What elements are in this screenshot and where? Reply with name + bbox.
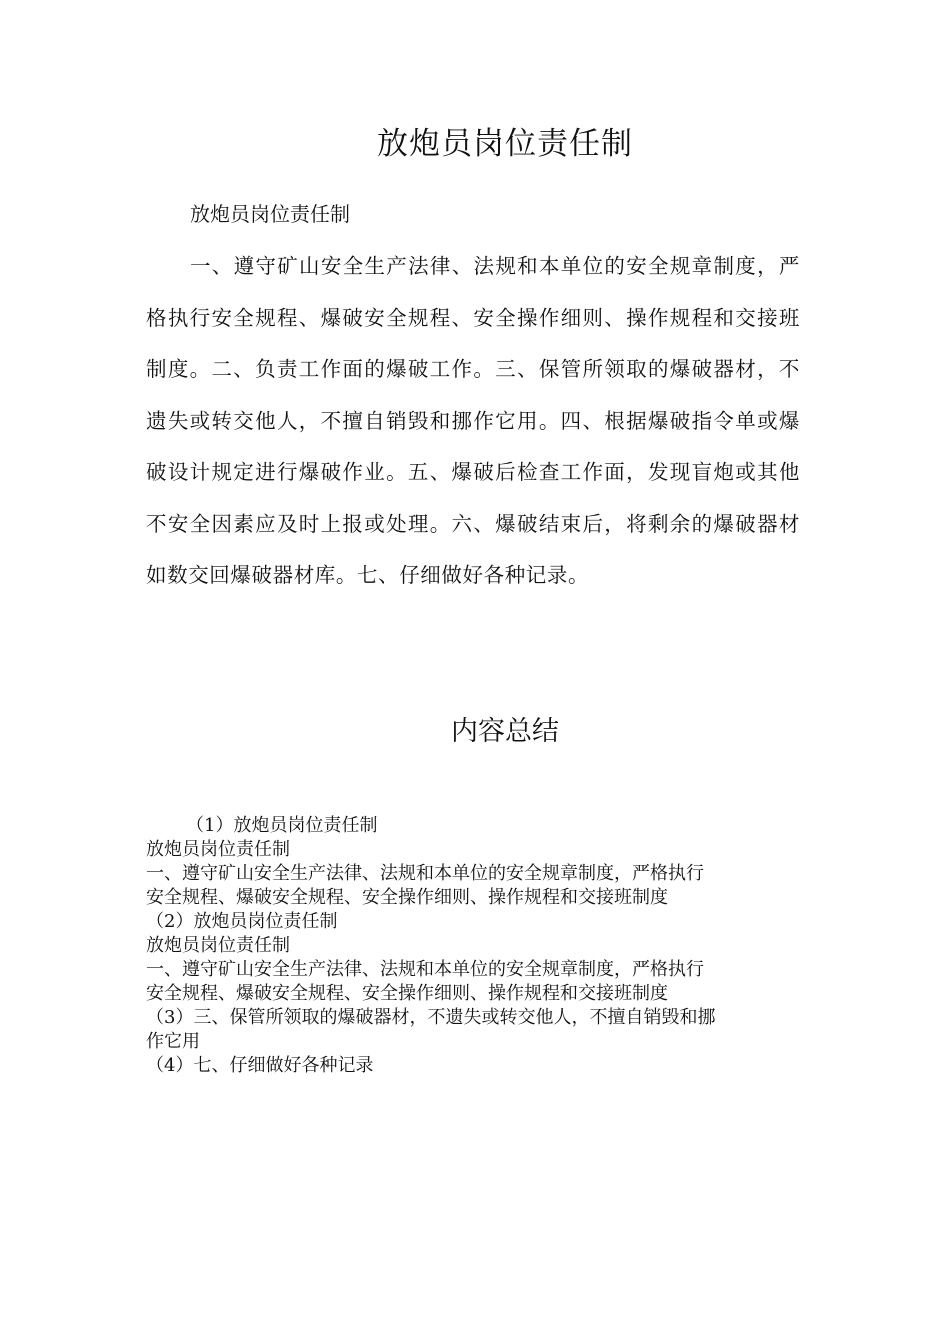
document-body-paragraph: 一、遵守矿山安全生产法律、法规和本单位的安全规章制度，严格执行安全规程、爆破安全规程、安全操作细则、操作规程和交接班制度。二、负责工作面的爆破工作。三、保管所领取的爆破器材，不遗失或转交他人，不擅自销毁和挪作它用。四、根据爆破指令单或爆破设计规定进行爆破作业。五、爆破后检查工作面，发现盲炮或其他不安全因素应及时上报或处理。六、爆破结束后，将剩余的爆破器材如数交回爆破器材库。七、仔细做好各种记录。 [146, 254, 800, 587]
summary-line: 安全规程、爆破安全规程、安全操作细则、操作规程和交接班制度 [146, 983, 668, 1004]
summary-line: 一、遵守矿山安全生产法律、法规和本单位的安全规章制度，严格执行 [146, 959, 704, 980]
summary-line: 一、遵守矿山安全生产法律、法规和本单位的安全规章制度，严格执行 [146, 863, 704, 884]
summary-title: 内容总结 [451, 716, 559, 747]
summary-line: 放炮员岗位责任制 [146, 839, 290, 860]
summary-list [146, 814, 806, 1078]
summary-line: 放炮员岗位责任制 [146, 935, 290, 956]
summary-line: （3）三、保管所领取的爆破器材，不遗失或转交他人，不擅自销毁和挪 [146, 1007, 716, 1028]
summary-line: （4）七、仔细做好各种记录 [146, 1055, 374, 1076]
summary-line: 作它用 [146, 1031, 200, 1052]
document-subtitle: 放炮员岗位责任制 [190, 202, 350, 226]
summary-line: （1）放炮员岗位责任制 [186, 815, 378, 836]
summary-line: （2）放炮员岗位责任制 [146, 911, 338, 932]
summary-line: 安全规程、爆破安全规程、安全操作细则、操作规程和交接班制度 [146, 887, 668, 908]
document-title: 放炮员岗位责任制 [377, 126, 633, 162]
